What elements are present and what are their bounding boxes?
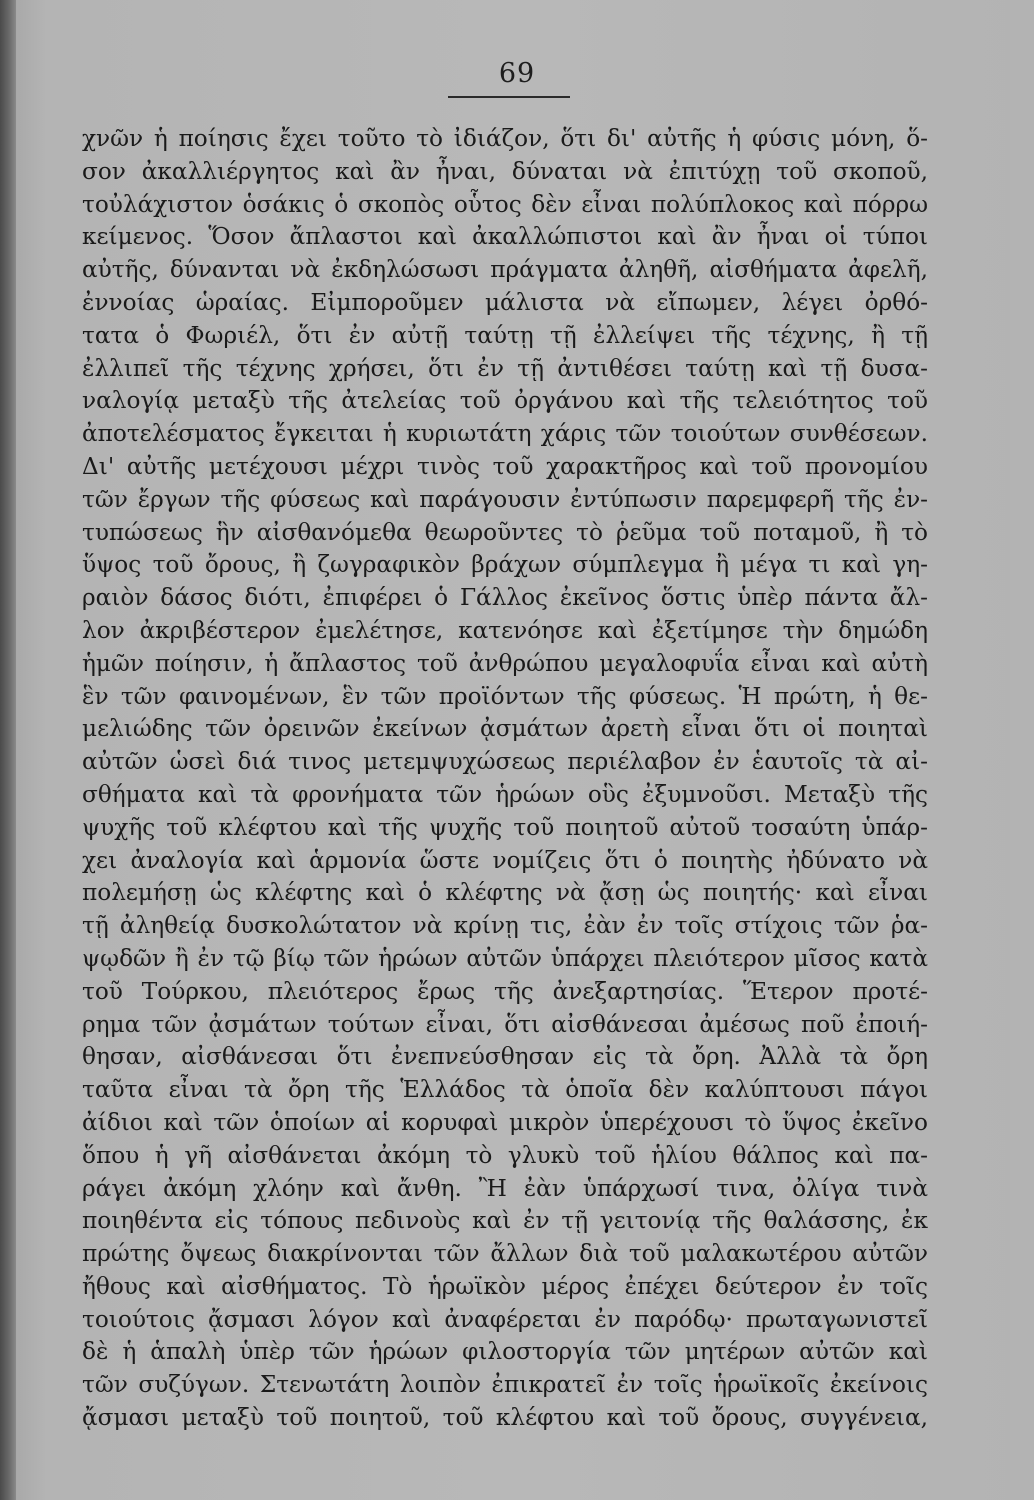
text-line: χνῶν ἡ ποίησις ἔχει τοῦτο τὸ ἰδιάζον, ὅτι δι' αὐτῆς ἡ φύσις μόνη, ὅ-: [82, 125, 928, 152]
text-line: τοῦ Τούρκου, πλειότερος ἔρως τῆς ἀνεξαρτησίας. Ἕτερον προτέ-: [82, 977, 928, 1005]
text-line: ποιηθέντα εἰς τόπους πεδινοὺς καὶ ἐν τῇ γειτονίᾳ τῆς θαλάσσης, ἐκ: [82, 1207, 928, 1235]
text-line: αὐτῆς, δύνανται νὰ ἐκδηλώσωσι πράγματα ἀληθῆ, αἰσθήματα ἀφελῆ,: [82, 256, 928, 284]
text-line: σον ἀκαλλιέργητος καὶ ἂν ἦναι, δύναται νὰ ἐπιτύχῃ τοῦ σκοποῦ,: [82, 157, 928, 185]
text-line: ἓν τῶν φαινομένων, ἓν τῶν προϊόντων τῆς φύσεως. Ἡ πρώτη, ἡ θε-: [82, 682, 928, 710]
page-number: 69: [498, 58, 536, 89]
header-rule: [448, 96, 570, 98]
text-line: ὅπου ἡ γῆ αἰσθάνεται ἀκόμη τὸ γλυκὺ τοῦ ἡλίου θάλπος καὶ πα-: [82, 1141, 928, 1169]
text-line: τατα ὁ Φωριέλ, ὅτι ἐν αὐτῇ ταύτῃ τῇ ἐλλείψει τῆς τέχνης, ἢ τῇ: [82, 321, 928, 349]
text-line: ἐλλιπεῖ τῆς τέχνης χρήσει, ὅτι ἐν τῇ ἀντιθέσει ταύτῃ καὶ τῇ δυσα-: [82, 354, 928, 382]
text-line: ραιὸν δάσος διότι, ἐπιφέρει ὁ Γάλλος ἐκεῖνος ὅστις ὑπὲρ πάντα ἄλ-: [82, 584, 928, 612]
text-line: ράγει ἀκόμη χλόην καὶ ἄνθη. Ἢ ἐὰν ὑπάρχωσί τινα, ὀλίγα τινὰ: [82, 1174, 928, 1202]
text-line: ἐννοίας ὡραίας. Εἰμποροῦμεν μάλιστα νὰ εἴπωμεν, λέγει ὀρθό-: [82, 288, 928, 316]
text-line: αὐτῶν ὡσεὶ διά τινος μετεμψυχώσεως περιέλαβον ἐν ἑαυτοῖς τὰ αἰ-: [82, 748, 928, 776]
text-line: κείμενος. Ὅσον ἄπλαστοι καὶ ἀκαλλώπιστοι καὶ ἂν ἦναι οἱ τύποι: [82, 223, 928, 251]
text-line: ἀποτελέσματος ἔγκειται ἡ κυριωτάτη χάρις τῶν τοιούτων συνθέσεων.: [82, 420, 928, 448]
text-line: Δι' αὐτῆς μετέχουσι μέχρι τινὸς τοῦ χαρακτῆρος καὶ τοῦ προνομίου: [82, 452, 928, 480]
text-line: μελιώδης τῶν ὀρεινῶν ἐκείνων ᾀσμάτων ἀρετὴ εἶναι ὅτι οἱ ποιηταὶ: [82, 715, 928, 743]
text-line: ὕψος τοῦ ὄρους, ἢ ζωγραφικὸν βράχων σύμπλεγμα ἢ μέγα τι καὶ γη-: [82, 551, 928, 579]
text-line: πρώτης ὄψεως διακρίνονται τῶν ἄλλων διὰ τοῦ μαλακωτέρου αὐτῶν: [82, 1240, 928, 1268]
text-line: ἡμῶν ποίησιν, ἡ ἄπλαστος τοῦ ἀνθρώπου μεγαλοφυΐα εἶναι καὶ αὐτὴ: [82, 649, 928, 677]
book-spine-shadow: [0, 0, 16, 1500]
text-line: θησαν, αἰσθάνεσαι ὅτι ἐνεπνεύσθησαν εἰς τὰ ὄρη. Ἀλλὰ τὰ ὄρη: [82, 1043, 928, 1071]
text-line: ψυχῆς τοῦ κλέφτου καὶ τῆς ψυχῆς τοῦ ποιητοῦ αὐτοῦ τοσαύτη ὑπάρ-: [82, 813, 928, 841]
text-line: τῶν ἔργων τῆς φύσεως καὶ παράγουσιν ἐντύπωσιν παρεμφερῆ τῆς ἐν-: [82, 485, 928, 513]
text-line: δὲ ἡ ἁπαλὴ ὑπὲρ τῶν ἡρώων φιλοστοργία τῶν μητέρων αὐτῶν καὶ: [82, 1338, 928, 1366]
text-line: ταῦτα εἶναι τὰ ὄρη τῆς Ἑλλάδος τὰ ὁποῖα δὲν καλύπτουσι πάγοι: [82, 1076, 928, 1104]
text-line: ρημα τῶν ᾀσμάτων τούτων εἶναι, ὅτι αἰσθάνεσαι ἀμέσως ποῦ ἐποιή-: [82, 1010, 928, 1038]
text-line: τῇ ἀληθείᾳ δυσκολώτατον νὰ κρίνῃ τις, ἐὰν ἐν τοῖς στίχοις τῶν ῥα-: [82, 912, 928, 940]
text-line: ναλογίᾳ μεταξὺ τῆς ἀτελείας τοῦ ὀργάνου καὶ τῆς τελειότητος τοῦ: [82, 387, 928, 415]
text-line: λον ἀκριβέστερον ἐμελέτησε, κατενόησε καὶ ἐξετίμησε τὴν δημώδη: [82, 616, 928, 644]
text-line: ᾄσμασι μεταξὺ τοῦ ποιητοῦ, τοῦ κλέφτου καὶ τοῦ ὄρους, συγγένεια,: [82, 1404, 928, 1432]
text-line: χει ἀναλογία καὶ ἁρμονία ὥστε νομίζεις ὅτι ὁ ποιητὴς ἠδύνατο νὰ: [82, 846, 928, 874]
text-line: ἤθους καὶ αἰσθήματος. Τὸ ἡρωϊκὸν μέρος ἐπέχει δεύτερον ἐν τοῖς: [82, 1272, 928, 1300]
text-line: τῶν συζύγων. Στενωτάτη λοιπὸν ἐπικρατεῖ ἐν τοῖς ἡρωϊκοῖς ἐκείνοις: [82, 1371, 928, 1399]
text-line: τοὐλάχιστον ὁσάκις ὁ σκοπὸς οὗτος δὲν εἶναι πολύπλοκος καὶ πόρρω: [82, 190, 928, 218]
text-line: πολεμήσῃ ὡς κλέφτης καὶ ὁ κλέφτης νὰ ᾄσῃ ὡς ποιητής· καὶ εἶναι: [82, 879, 928, 907]
text-line: ψῳδῶν ἢ ἐν τῷ βίῳ τῶν ἡρώων αὐτῶν ὑπάρχει πλειότερον μῖσος κατὰ: [82, 944, 928, 972]
body-text: [82, 123, 928, 1435]
text-line: ἀίδιοι καὶ τῶν ὁποίων αἱ κορυφαὶ μικρὸν ὑπερέχουσι τὸ ὕψος ἐκεῖνο: [82, 1108, 928, 1136]
text-line: σθήματα καὶ τὰ φρονήματα τῶν ἡρώων οὓς ἐξυμνοῦσι. Μεταξὺ τῆς: [82, 780, 928, 808]
text-line: τοιούτοις ᾄσμασι λόγον καὶ ἀναφέρεται ἐν παρόδῳ· πρωταγωνιστεῖ: [82, 1305, 928, 1333]
text-line: τυπώσεως ἣν αἰσθανόμεθα θεωροῦντες τὸ ῥεῦμα τοῦ ποταμοῦ, ἢ τὸ: [82, 518, 928, 546]
